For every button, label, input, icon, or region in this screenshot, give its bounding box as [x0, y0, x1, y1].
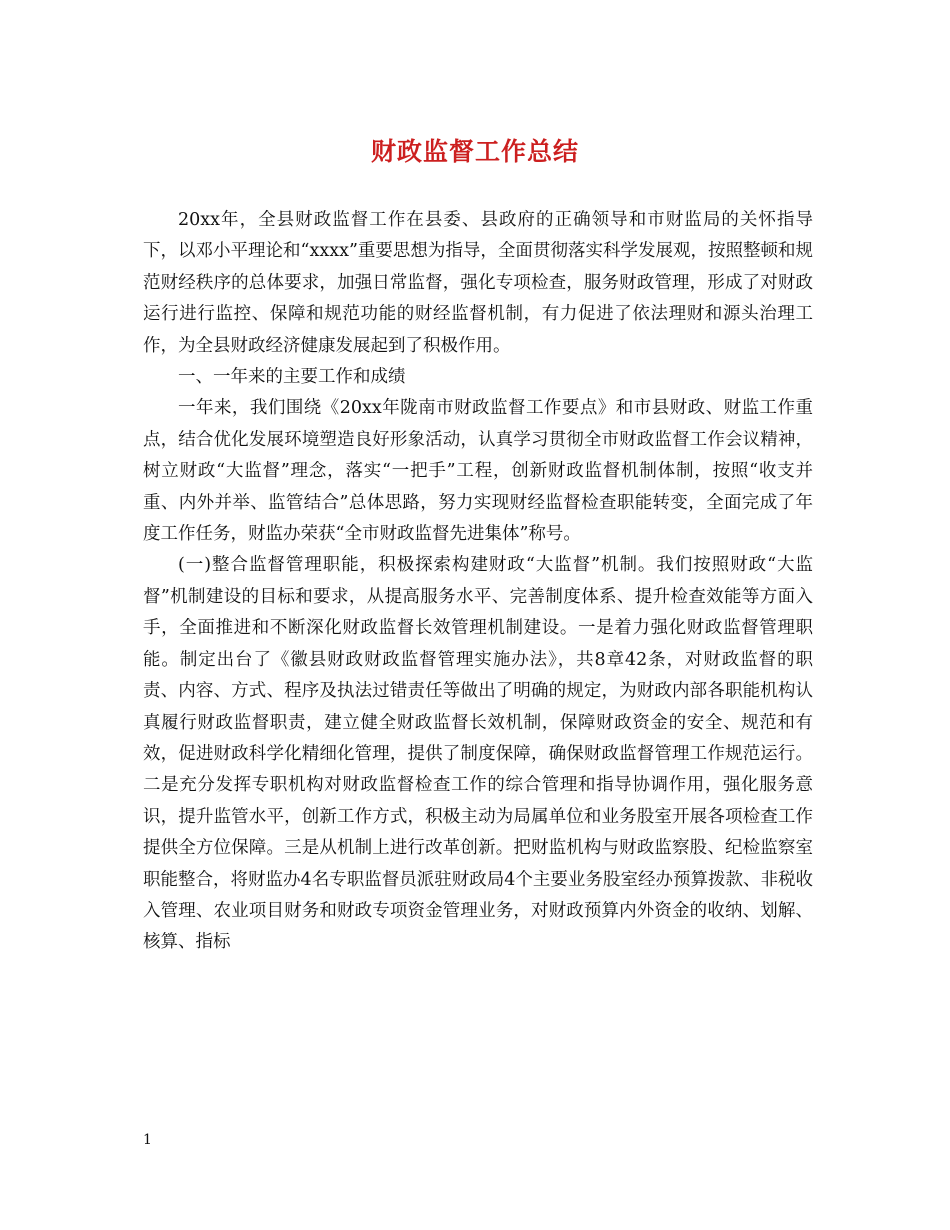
page-number: 1 — [143, 1132, 152, 1148]
document-title: 财政监督工作总结 — [370, 137, 579, 166]
document-body — [143, 205, 813, 959]
paragraph-intro: 20xx年，全县财政监督工作在县委、县政府的正确领导和市财监局的关怀指导下，以邓小平理论和“xxxx”重要思想为指导，全面贯彻落实科学发展观，按照整顿和规范财经秩序的总体要求，加强日常监督，强化专项检查，服务财政管理，形成了对财政运行进行监控、保障和规范功能的财经监督机制，有力促进了依法理财和源头治理工作，为全县财政经济健康发展起到了积极作用。 — [143, 210, 813, 356]
paragraph-subsection-1: (一)整合监督管理职能，积极探索构建财政“大监督”机制。我们按照财政“大监督”机制建设的目标和要求，从提高服务水平、完善制度体系、提升检查效能等方面入手，全面推进和不断深化财政监督长效管理机制建设。一是着力强化财政监督管理职能。制定出台了《徽县财政财政监督管理实施办法》，共8章42条，对财政监督的职责、内容、方式、程序及执法过错责任等做出了明确的规定，为财政内部各职能机构认真履行财政监督职责，建立健全财政监督长效机制，保障财政资金的安全、规范和有效，促进财政科学化精细化管理，提供了制度保障，确保财政监督管理工作规范运行。二是充分发挥专职机构对财政监督检查工作的综合管理和指导协调作用，强化服务意识，提升监管水平，创新工作方式，积极主动为局属单位和业务股室开展各项检查工作提供全方位保障。三是从机制上进行改革创新。把财监机构与财政监察股、纪检监察室职能整合，将财监办4名专职监督员派驻财政局4个主要业务股室经办预算拨款、非税收入管理、农业项目财务和财政专项资金管理业务，对财政预算内外资金的收纳、划解、核算、指标 — [143, 555, 813, 953]
section-heading: 一、一年来的主要工作和成绩 — [178, 367, 406, 388]
paragraph-summary: 一年来，我们围绕《20xx年陇南市财政监督工作要点》和市县财政、财监工作重点，结合优化发展环境塑造良好形象活动，认真学习贯彻全市财政监督工作会议精神，树立财政“大监督”理念，落实“一把手”工程，创新财政监督机制体制，按照“收支并重、内外并举、监管结合”总体思路，努力实现财经监督检查职能转变，全面完成了年度工作任务，财监办荣获“全市财政监督先进集体”称号。 — [143, 398, 813, 545]
